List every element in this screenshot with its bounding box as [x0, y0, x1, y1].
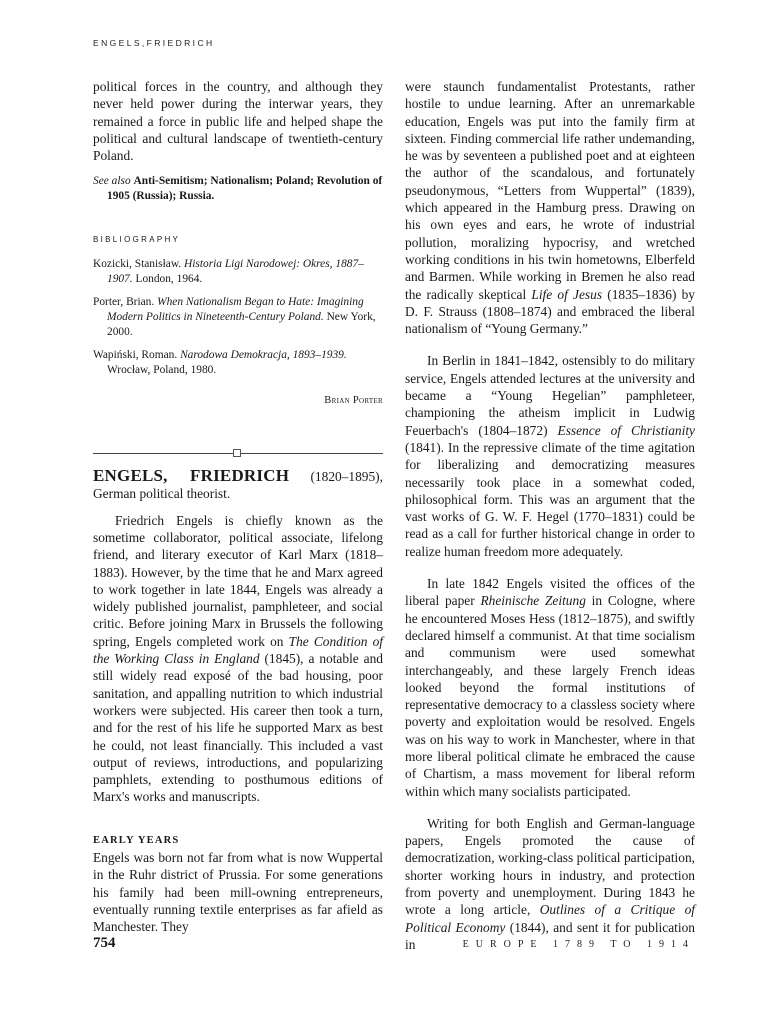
- bib-title: When Nationalism Began to Hate: Imagining Modern Politics in Nineteenth-Century Poland.: [107, 295, 364, 323]
- bibliography-item: [93, 348, 383, 378]
- entry-divider: [93, 449, 383, 459]
- book-title-footer: EUROPE 1789 TO 1914: [462, 939, 695, 950]
- bibliography-item: [93, 257, 383, 287]
- bib-title: Historia Ligi Narodowej: Okres, 1887–1907.: [107, 257, 364, 285]
- bib-rest: Wrocław, Poland, 1980.: [107, 363, 217, 376]
- see-also-refs: Anti-Semitism; Nationalism; Poland; Revolution of 1905 (Russia); Russia.: [107, 175, 383, 202]
- intro-paragraph: political forces in the country, and although they never held power during the interwar years, they remained a force in public life and helped shape the political and cultural landscape of twentieth-century Poland.: [93, 79, 383, 164]
- work-title: The Condition of the Working Class in England: [93, 633, 383, 667]
- left-column: [93, 78, 383, 936]
- divider-ornament-icon: [233, 449, 241, 457]
- right-column: [405, 78, 695, 953]
- body-paragraph: [405, 78, 695, 337]
- headword-dates: (1820–1895), German political theorist.: [93, 469, 383, 502]
- body-paragraph: [93, 512, 383, 806]
- body-paragraph: [405, 352, 695, 560]
- page-number: 754: [93, 935, 116, 951]
- body-paragraph: Engels was born not far from what is now Wuppertal in the Ruhr district of Prussia. For some generations his family had been mill-owning entrepreneurs, eventually running textile enterprises as far afield as Manchester. They: [93, 850, 383, 935]
- text-run: (1835–1836) by D. F. Strauss (1808–1874) and embraced the liberal nationalism of “Young Germany.”: [405, 286, 695, 337]
- text-run: In Berlin in 1841–1842, ostensibly to do military service, Engels attended lectures at the university and became a “Young Hegelian” pamphleteer, championing the atheism implicit in Ludwig Feuerbach's (1804–1872): [405, 353, 695, 438]
- article-author: Brian Porter: [324, 394, 383, 406]
- work-title: Rheinische Zeitung: [480, 593, 586, 609]
- text-run: (1845), a notable and still widely read exposé of the bad housing, poor sanitation, and appalling nutrition to which industrial workers were subjected. His career then took a turn, and for the rest of his life he supported Marx as best he could, not least financially. This included a vast output of reviews, introductions, and popularizing pamphlets, extending to posthumous editions of Marx's works and manuscripts.: [93, 651, 383, 805]
- text-run: In late 1842 Engels visited the offices of the liberal paper: [405, 576, 695, 609]
- text-run: were staunch fundamentalist Protestants, rather hostile to undue learning. After an unremarkable education, Engels was put into the family firm at sixteen. Finding commercial life rather undemanding, he was by seventeen a published poet and at eighteen the author of the scandalous, and fortunately pseudonymous, “Letters from Wuppertal” (1839), which appeared in the Hamburg press. Drawing on his own eyes and ears, he wrote of industrial pollution, moralizing hypocrisy, and wretched working conditions in his twin hometowns, Elberfeld and Barmen. While working in Bremen he also read the radically skeptical: [405, 79, 695, 302]
- text-run: (1841). In the repressive climate of the time agitation for liberalizing and democratizing measures necessarily took place in a somewhat coded, philosophical form. This was an argument that the vast works of G. W. F. Hegel (1770–1831) could be read as a call for further historical change in order to realize human freedom more adequately.: [405, 439, 695, 559]
- section-heading: EARLY YEARS: [93, 834, 180, 846]
- bib-rest: London, 1964.: [135, 272, 203, 285]
- bib-rest: New York, 2000.: [107, 310, 376, 338]
- text-run: Friedrich Engels is chiefly known as the sometime collaborator, political associate, lifelong friend, and literary executor of Karl Marx (1818–1883). However, by the time that he and Marx agreed to work together in late 1844, Engels was already a widely published journalist, pamphleteer, and social critic. Before joining Marx in Brussels the following spring, Engels completed work on: [93, 512, 383, 649]
- running-head: ENGELS,FRIEDRICH: [93, 38, 215, 48]
- text-run: Writing for both English and German-language papers, Engels promoted the cause of democratization, working-class political participation, shorter working hours in industry, and protection from poverty and unemployment. During 1843 he wrote a long article,: [405, 815, 695, 918]
- see-also-label: See also: [93, 175, 131, 188]
- text-run: in Cologne, where he encountered Moses Hess (1812–1875), and swiftly declared himself a communist. At that time socialism and communism were used somewhat interchangeably, and these largely French ideas looked beyond the formal institutions of representative democracy to a classless society where poverty and exploitation would be resolved. Engels was on his way to work in Manchester, where in that more liberal political climate he embraced the cause of Chartism, a mass movement for liberal reform within which many socialists participated.: [405, 593, 696, 799]
- work-title: Life of Jesus: [531, 286, 603, 302]
- bib-author: Wapiński, Roman.: [93, 348, 178, 361]
- work-title: Essence of Christianity: [557, 422, 695, 438]
- bibliography-label: BIBLIOGRAPHY: [93, 235, 181, 245]
- body-paragraph: [405, 815, 695, 953]
- headword: ENGELS, FRIEDRICH: [93, 466, 290, 486]
- bibliography-item: [93, 295, 383, 340]
- bib-author: Porter, Brian.: [93, 295, 155, 308]
- work-title: Outlines of a Critique of Political Economy: [405, 902, 695, 935]
- bib-title: Narodowa Demokracja, 1893–1939.: [180, 348, 347, 361]
- entry-heading: [93, 467, 383, 503]
- bib-author: Kozicki, Stanisław.: [93, 257, 182, 270]
- body-paragraph: [405, 575, 695, 800]
- see-also: [93, 174, 383, 203]
- text-run: (1844), and sent it for publication in: [405, 919, 695, 952]
